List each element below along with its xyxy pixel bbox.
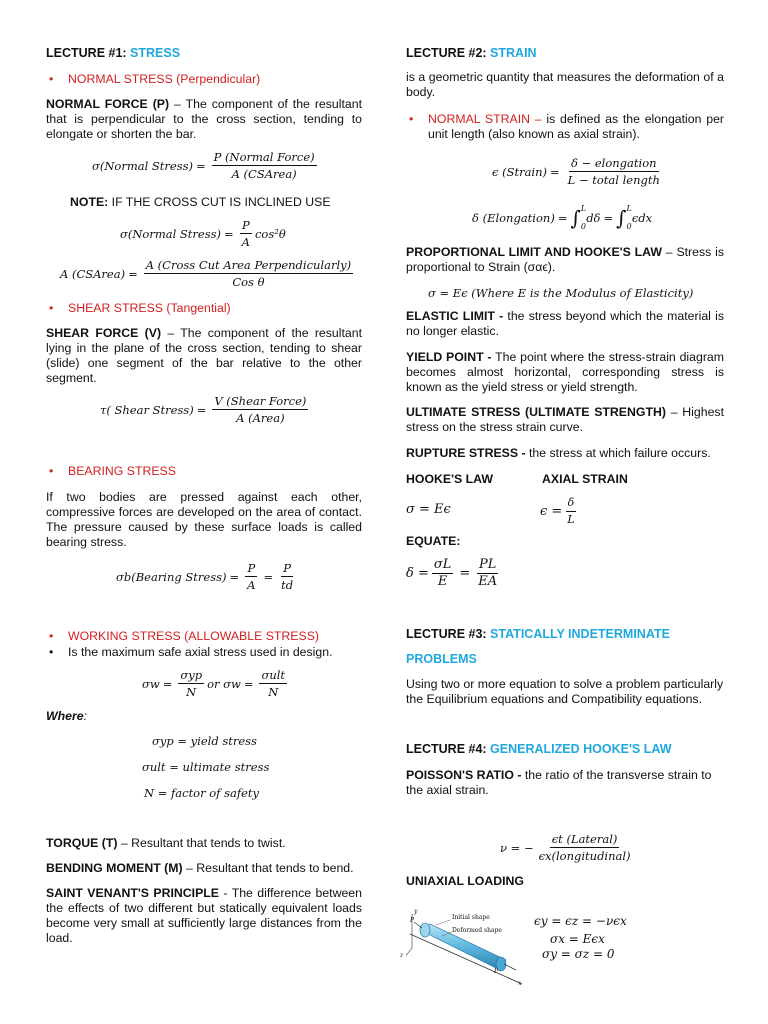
axis-y-label: y bbox=[414, 908, 418, 915]
numerator: δ − elongation bbox=[571, 156, 657, 170]
ultimate-stress-definition bbox=[406, 405, 724, 435]
lecture-2-heading bbox=[406, 46, 537, 60]
shear-force-definition bbox=[46, 326, 362, 386]
lower-limit: 0 bbox=[626, 222, 632, 231]
fraction bbox=[144, 258, 353, 289]
bullet-icon: • bbox=[49, 464, 54, 478]
definition: – Stress is proportional to Strain (σαϵ). bbox=[406, 245, 724, 274]
definition: - The difference between the effects of two different but statically equivalent loads become very small at sufficiently large distances from the load. bbox=[46, 886, 362, 945]
term: TORQUE (T) bbox=[46, 836, 118, 850]
denominator: L bbox=[567, 513, 575, 526]
hookes-law-definition bbox=[406, 245, 724, 275]
term: SAINT VENANT'S PRINCIPLE bbox=[46, 886, 219, 900]
lecture-title: STRESS bbox=[130, 46, 181, 60]
definition-yield-stress: σyp = yield stress bbox=[152, 734, 257, 748]
fraction bbox=[565, 496, 576, 527]
where-word: Where bbox=[46, 709, 84, 723]
numerator: ϵt (Lateral) bbox=[551, 832, 618, 846]
lecture-title: STATICALLY INDETERMINATE bbox=[490, 627, 670, 641]
term: YIELD POINT - bbox=[406, 350, 492, 364]
load-p-label: P bbox=[410, 917, 415, 924]
definition-ultimate-stress: σult = ultimate stress bbox=[142, 760, 270, 774]
eq-mid: or σw bbox=[207, 676, 241, 691]
fraction bbox=[212, 394, 308, 425]
lecture-3-heading bbox=[406, 627, 670, 641]
numerator: σult bbox=[261, 668, 286, 682]
lecture-number: LECTURE #1: bbox=[46, 46, 131, 60]
term: SHEAR FORCE (V) bbox=[46, 326, 162, 340]
lecture-4-heading bbox=[406, 742, 672, 756]
uniaxial-eq-1: ϵy = ϵz = −νϵx bbox=[534, 914, 627, 928]
definition: – Resultant that tends to twist. bbox=[117, 836, 286, 850]
working-stress-description bbox=[46, 645, 362, 660]
definition: the stress at which failure occurs. bbox=[525, 446, 711, 460]
torque-definition bbox=[46, 836, 286, 851]
hookes-law-heading: HOOKE'S LAW bbox=[406, 472, 493, 486]
lecture-number: LECTURE #4: bbox=[406, 742, 491, 756]
eq-tail: cos²θ bbox=[254, 226, 286, 241]
where-label bbox=[46, 709, 87, 724]
yield-point-definition bbox=[406, 350, 724, 395]
definition: – Highest stress on the stress strain curve. bbox=[406, 405, 724, 434]
rupture-stress-definition bbox=[406, 446, 724, 461]
uniaxial-loading-figure bbox=[400, 908, 526, 990]
bullet-label: BEARING STRESS bbox=[68, 464, 176, 478]
bullet-icon: • bbox=[49, 629, 54, 643]
fraction bbox=[432, 558, 454, 589]
fraction bbox=[240, 218, 252, 249]
fraction bbox=[476, 558, 499, 589]
term: PROPORTIONAL LIMIT AND HOOKE'S LAW bbox=[406, 245, 662, 259]
definition: – Resultant that tends to bend. bbox=[182, 861, 354, 875]
uniaxial-eq-3: σy = σz = 0 bbox=[542, 947, 615, 961]
numerator: P bbox=[241, 218, 250, 232]
bullet-icon: • bbox=[49, 645, 54, 659]
initial-shape-label: Initial shape bbox=[452, 914, 490, 921]
definition: is defined as the elongation per unit length (also known as axial strain). bbox=[428, 112, 724, 141]
eq-lhs: σ(Normal Stress) bbox=[120, 226, 222, 241]
poissons-ratio-definition bbox=[406, 768, 724, 798]
equate-heading: EQUATE: bbox=[406, 534, 461, 548]
bending-moment-definition bbox=[46, 861, 354, 876]
normal-force-definition bbox=[46, 97, 362, 142]
numerator: V (Shear Force) bbox=[214, 394, 307, 408]
eq-lhs: A (CSArea) bbox=[60, 266, 126, 281]
saint-venant-principle bbox=[46, 886, 362, 946]
note-text: IF THE CROSS CUT IS INCLINED USE bbox=[108, 195, 331, 209]
integral-icon: ∫ bbox=[570, 206, 581, 230]
numerator: P bbox=[283, 561, 291, 575]
definition: the ratio of the transverse strain to the axial strain. bbox=[406, 768, 712, 797]
denominator: ϵx(longitudinal) bbox=[538, 849, 631, 863]
axis-x-label: x bbox=[518, 980, 522, 987]
where-colon: : bbox=[83, 709, 88, 723]
denominator: A (Area) bbox=[236, 411, 285, 425]
fraction bbox=[212, 150, 317, 181]
bullet-label: NORMAL STRESS (Perpendicular) bbox=[68, 72, 261, 86]
strain-intro: is a geometric quantity that measures the deformation of a body. bbox=[406, 70, 724, 99]
axial-strain-heading: AXIAL STRAIN bbox=[542, 472, 628, 486]
uniaxial-loading-heading: UNIAXIAL LOADING bbox=[406, 874, 524, 888]
term: NOTE: bbox=[70, 195, 109, 209]
equation-normal-stress: σ(Normal Stress) = $\frac{\text{P (Normal Force)}}{\text{A (CSArea)}}$ bbox=[92, 150, 315, 181]
equation-strain: ϵ (Strain) = $\frac{\text{δ − elongation}}{\text{L − total length}}$ bbox=[492, 156, 660, 187]
numerator: P (Normal Force) bbox=[213, 150, 315, 164]
denominator: N bbox=[186, 685, 197, 699]
bullet-icon: • bbox=[49, 301, 54, 315]
upper-limit: L bbox=[580, 204, 587, 213]
shear-stress-bullet bbox=[46, 301, 362, 316]
definition: – The component of the resultant that is perpendicular to the cross section, tending to elongate or shorten the bar. bbox=[46, 97, 362, 141]
eq-lhs: δ = bbox=[406, 566, 429, 581]
bullet-label: SHEAR STRESS (Tangential) bbox=[68, 301, 231, 315]
elastic-limit-definition bbox=[406, 309, 724, 339]
term: POISSON'S RATIO - bbox=[406, 768, 522, 782]
numerator: σyp bbox=[180, 668, 203, 682]
denominator: N bbox=[268, 685, 279, 699]
definition: – The component of the resultant lying in the plane of the cross section, tending to shear (slide) one segment of the bar relative to the other segment. bbox=[46, 326, 363, 385]
working-stress-bullet bbox=[46, 629, 362, 644]
eq-lhs: τ( Shear Stress) bbox=[100, 402, 194, 417]
equation-hooke-short: σ = Eϵ bbox=[406, 502, 451, 517]
eq-lhs: σ(Normal Stress) bbox=[92, 158, 194, 173]
normal-strain-bullet bbox=[406, 112, 724, 142]
denominator: Cos θ bbox=[232, 275, 265, 289]
equation-cross-section-area: A (CSArea) = $\frac{\text{A (Cross Cut Area Perpendicularly)}}{\text{Cos θ}}$ bbox=[60, 258, 352, 289]
fraction bbox=[537, 832, 633, 863]
numerator: P bbox=[247, 561, 256, 575]
integral bbox=[616, 200, 632, 236]
numerator: A (Cross Cut Area Perpendicularly) bbox=[145, 258, 352, 272]
definition: The point where the stress-strain diagram becomes almost horizontal, corresponding stress is known as the yield stress or yield strength. bbox=[406, 350, 724, 394]
eq-lhs: ϵ = bbox=[540, 504, 563, 519]
equation-inclined-normal-stress: σ(Normal Stress) = $\frac{P}{A}$ cos²θ bbox=[120, 218, 286, 249]
equation-working-stress: σw = $\frac{\text{σyp}}{N}$ or σw = $\frac{\text{σult}}{N}$ bbox=[142, 668, 286, 699]
integrand: ϵdx bbox=[631, 211, 653, 225]
fraction bbox=[245, 561, 257, 592]
numerator: δ bbox=[566, 496, 577, 512]
term: NORMAL FORCE (P) bbox=[46, 97, 170, 111]
integral-icon: ∫ bbox=[616, 206, 627, 230]
eq-lhs: σb(Bearing Stress) bbox=[116, 569, 227, 584]
term: RUPTURE STRESS - bbox=[406, 446, 526, 460]
load-p-label: P bbox=[494, 968, 499, 975]
fraction bbox=[178, 668, 204, 699]
denominator: E bbox=[437, 574, 448, 589]
bullet-label: Is the maximum safe axial stress used in design. bbox=[68, 645, 333, 659]
lecture-title: PROBLEMS bbox=[406, 652, 477, 666]
integral bbox=[570, 200, 586, 236]
equation-shear-stress: τ( Shear Stress) = $\frac{\text{V (Shear Force)}}{\text{A (Area)}}$ bbox=[100, 394, 307, 425]
term: ELASTIC LIMIT - bbox=[406, 309, 504, 323]
eq-lhs: δ (Elongation) bbox=[472, 211, 555, 225]
denominator: EA bbox=[478, 574, 498, 589]
equation-bearing-stress: σb(Bearing Stress) = $\frac{P}{A}$ = $\frac{P}{td}$ bbox=[116, 561, 294, 592]
denominator: td bbox=[281, 578, 294, 592]
fraction bbox=[566, 156, 662, 187]
note-line bbox=[70, 195, 331, 210]
bullet-icon: • bbox=[49, 72, 54, 86]
denominator: A bbox=[247, 578, 256, 592]
upper-limit: L bbox=[626, 204, 632, 213]
eq-lhs: ν = − bbox=[500, 840, 534, 855]
lower-limit: 0 bbox=[580, 222, 586, 231]
equation-equate: δ = $\frac{\sigma L}{E}$ = $\frac{PL}{EA}$ bbox=[406, 557, 498, 589]
equation-elongation: δ (Elongation) = ∫ L 0 dδ = ∫ L 0 ϵdx bbox=[472, 200, 652, 236]
denominator: A (CSArea) bbox=[231, 167, 297, 181]
lecture-1-heading bbox=[46, 46, 180, 60]
numerator: PL bbox=[479, 557, 497, 572]
equation-axial-strain bbox=[540, 496, 580, 527]
term: ULTIMATE STRESS (ULTIMATE STRENGTH) bbox=[406, 405, 666, 419]
axis-z-label: z bbox=[400, 952, 404, 959]
normal-stress-bullet bbox=[46, 72, 362, 87]
bearing-stress-bullet bbox=[46, 464, 362, 479]
term: BENDING MOMENT (M) bbox=[46, 861, 183, 875]
integrand: dδ bbox=[586, 211, 601, 225]
lecture-3-heading-cont bbox=[406, 652, 477, 666]
fraction bbox=[259, 668, 287, 699]
numerator: σL bbox=[433, 557, 452, 572]
denominator: A bbox=[241, 235, 250, 249]
deformed-shape-label: Deformed shape bbox=[452, 927, 502, 934]
term: NORMAL STRAIN – bbox=[428, 112, 547, 126]
definition-factor-of-safety: N = factor of safety bbox=[144, 786, 260, 800]
lecture-title: STRAIN bbox=[490, 46, 537, 60]
lecture-3-text: Using two or more equation to solve a problem particularly the Equilibrium equations and Compatibility equations. bbox=[406, 677, 724, 706]
bullet-icon: • bbox=[409, 112, 414, 126]
lecture-title: GENERALIZED HOOKE'S LAW bbox=[490, 742, 672, 756]
equation-poissons-ratio bbox=[500, 832, 636, 863]
uniaxial-eq-2: σx = Eϵx bbox=[550, 932, 605, 946]
eq-lhs: ϵ (Strain) bbox=[492, 164, 548, 179]
denominator: L − total length bbox=[567, 173, 660, 187]
bearing-stress-text: If two bodies are pressed against each other, compressive forces are developed on the area of contact. The pressure caused by these surface loads is called bearing stress. bbox=[46, 490, 362, 549]
fraction bbox=[279, 561, 295, 592]
eq-lhs: σw bbox=[142, 676, 160, 691]
bullet-label: WORKING STRESS (ALLOWABLE STRESS) bbox=[68, 629, 319, 643]
lecture-number: LECTURE #2: bbox=[406, 46, 491, 60]
definition: the stress beyond which the material is no longer elastic. bbox=[406, 309, 724, 338]
lecture-number: LECTURE #3: bbox=[406, 627, 491, 641]
equation-hookes-law: σ = Eϵ (Where E is the Modulus of Elasticity) bbox=[428, 286, 694, 300]
